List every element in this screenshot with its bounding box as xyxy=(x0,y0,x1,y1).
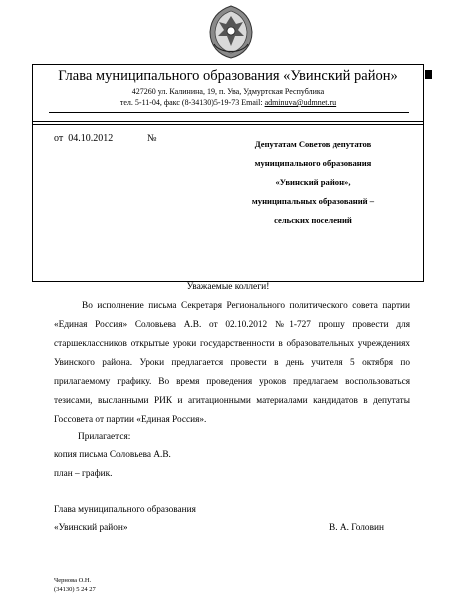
date-line xyxy=(54,133,113,144)
body-line: учреждениях Увинского района. Уроки предлагается провести в день учителя 5 xyxy=(54,339,410,368)
letterhead-address: 427260 ул. Калинина, 19, п. Ува, Удмуртская Республика xyxy=(131,87,325,96)
letterhead-title: Глава муниципального образования «Увинский район» xyxy=(58,68,398,84)
email-link[interactable]: adminuva@udmnet.ru xyxy=(264,98,337,107)
coat-of-arms-icon xyxy=(208,4,254,60)
letterhead-double-rule-top xyxy=(33,121,423,122)
body-line: для старшеклассников открытые уроки государственности в образовательных xyxy=(54,320,411,349)
frame-top-border xyxy=(32,64,424,65)
body-paragraph xyxy=(54,297,410,430)
attachment-item: план – график. xyxy=(54,469,113,479)
addressee-block xyxy=(236,135,390,230)
contacts-text: тел. 5-11-04, факс (8-34130)5-19-73 Email: xyxy=(119,98,265,107)
addressee-line: «Увинский район», xyxy=(275,177,351,187)
letterhead-contacts xyxy=(32,98,424,107)
addressee-line: муниципального образования xyxy=(254,158,372,168)
addressee-line: Депутатам Советов депутатов xyxy=(254,139,372,149)
executor-name: Чернова О.Н. xyxy=(54,577,92,584)
date-prefix: от xyxy=(54,133,64,144)
frame-right-border xyxy=(423,64,424,282)
body-line: воспользоваться тезисами, высланными РИК и агитационными материалами xyxy=(54,377,410,406)
signature-position-line2: «Увинский район» xyxy=(54,523,128,533)
executor-phone: (34130) 5 24 27 xyxy=(54,586,96,593)
signature-position-line1: Глава муниципального образования xyxy=(54,505,196,515)
body-line: кандидатов в депутаты Госсовета от партии «Единая Россия». xyxy=(54,396,410,425)
body-line: партии «Единая Россия» Соловьева А.В. от 02.10.2012 №1-727 прошу провести xyxy=(54,301,410,330)
attachment-item: копия письма Соловьева А.В. xyxy=(54,450,171,460)
letterhead-double-rule-bottom xyxy=(33,124,423,125)
body-line: Во исполнение письма Секретаря Регионального политического совета xyxy=(82,301,378,311)
addressee-line: сельских поселений xyxy=(274,215,352,225)
signatory-name: В. А. Головин xyxy=(329,523,384,533)
date-value: 04.10.2012 xyxy=(68,133,114,144)
letterhead-rule xyxy=(49,112,409,113)
addressee-line: муниципальных образований – xyxy=(251,196,375,206)
corner-marker xyxy=(425,70,432,79)
greeting: Уважаемые коллеги! xyxy=(186,282,270,292)
frame-left-border xyxy=(32,64,33,282)
attachments-label: Прилагается: xyxy=(78,432,131,442)
body-line: октября по прилагаемому графику. Во время проведения уроков предлагаем xyxy=(54,358,410,387)
number-label: № xyxy=(147,133,157,144)
